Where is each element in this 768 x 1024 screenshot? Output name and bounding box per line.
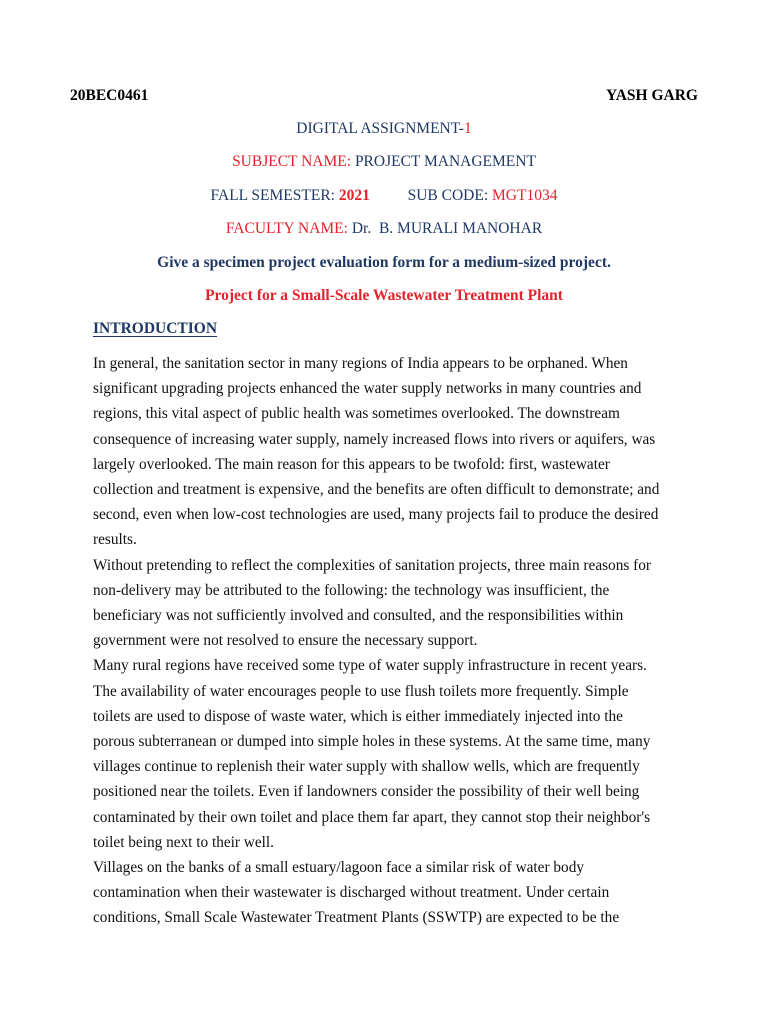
paragraph-line: Without pretending to reflect the complexities of sanitation projects, three main reasons for xyxy=(93,556,651,574)
faculty-line xyxy=(0,220,768,238)
paragraph xyxy=(93,351,673,553)
paragraph-line: The availability of water encourages people to use flush toilets more frequently. Simple xyxy=(93,682,629,700)
subject-value: PROJECT MANAGEMENT xyxy=(354,153,536,170)
paragraph-line: toilet being next to their well. xyxy=(93,833,274,851)
assignment-number: 1 xyxy=(463,120,472,137)
paragraph-line: Villages on the banks of a small estuary/lagoon face a similar risk of water body xyxy=(93,859,584,877)
paragraph-line: government were not resolved to ensure the necessary support. xyxy=(93,632,478,650)
question-text: Give a specimen project evaluation form for a medium-sized project. xyxy=(157,254,611,271)
subject-line xyxy=(0,153,768,171)
paragraph-line: largely overlooked. The main reason for this appears to be twofold: first, wastewater xyxy=(93,455,610,473)
semester-label: FALL SEMESTER: xyxy=(210,187,335,204)
introduction-body xyxy=(93,351,673,931)
paragraph-line: collection and treatment is expensive, and the benefits are often difficult to demonstrate; and xyxy=(93,481,660,499)
paragraph-line: regions, this vital aspect of public health was sometimes overlooked. The downstream xyxy=(93,405,620,423)
paragraph-line: results. xyxy=(93,531,137,549)
student-name: YASH GARG xyxy=(605,87,698,104)
paragraph-line: conditions, Small Scale Wastewater Treatment Plants (SSWTP) are expected to be the xyxy=(93,909,620,927)
subject-label: SUBJECT NAME: xyxy=(232,153,352,170)
paragraph-line: porous subterranean or dumped into simple holes in these systems. At the same time, many xyxy=(93,733,651,751)
semester-value: 2021 xyxy=(338,187,370,204)
paragraph-line: positioned near the toilets. Even if landowners consider the possibility of their well being xyxy=(93,783,640,801)
paragraph-line: second, even when low-cost technologies are used, many projects fail to produce the desired xyxy=(93,506,659,524)
paragraph-line: villages continue to replenish their water supply with shallow wells, which are frequently xyxy=(93,758,640,776)
paragraph xyxy=(93,855,673,931)
introduction-heading: INTRODUCTION xyxy=(93,320,218,337)
paragraph-line: contaminated by their own toilet and place them far apart, they cannot stop their neighbor's xyxy=(93,808,651,826)
paragraph-line: toilets are used to dispose of waste water, which is either immediately injected into the xyxy=(93,707,623,725)
sub-code-label: SUB CODE: xyxy=(407,187,489,204)
paragraph-line: consequence of increasing water supply, namely increased flows into rivers or aquifers, was xyxy=(93,430,656,448)
paragraph-line: In general, the sanitation sector in many regions of India appears to be orphaned. When xyxy=(93,355,628,372)
project-title: Project for a Small-Scale Wastewater Treatment Plant xyxy=(205,287,563,304)
paragraph-line: significant upgrading projects enhanced the water supply networks in many countries and xyxy=(93,380,642,398)
faculty-label: FACULTY NAME: xyxy=(225,220,348,237)
paragraph xyxy=(93,653,673,855)
sub-code-value: MGT1034 xyxy=(492,187,558,204)
paragraph-line: Many rural regions have received some type of water supply infrastructure in recent years. xyxy=(93,657,647,675)
paragraph-line: beneficiary was not sufficiently involved and consulted, and the responsibilities within xyxy=(93,607,624,625)
paragraph-line: contamination when their wastewater is discharged without treatment. Under certain xyxy=(93,884,610,902)
faculty-value: Dr. B. MURALI MANOHAR xyxy=(351,220,543,237)
roll-number: 20BEC0461 xyxy=(70,87,149,104)
assignment-title-prefix: DIGITAL ASSIGNMENT- xyxy=(296,120,464,137)
paragraph xyxy=(93,553,673,654)
document-header xyxy=(70,87,698,107)
paragraph-line: non-delivery may be attributed to the following: the technology was insufficient, the xyxy=(93,581,610,599)
semester-line xyxy=(0,187,768,205)
assignment-title xyxy=(0,120,768,138)
